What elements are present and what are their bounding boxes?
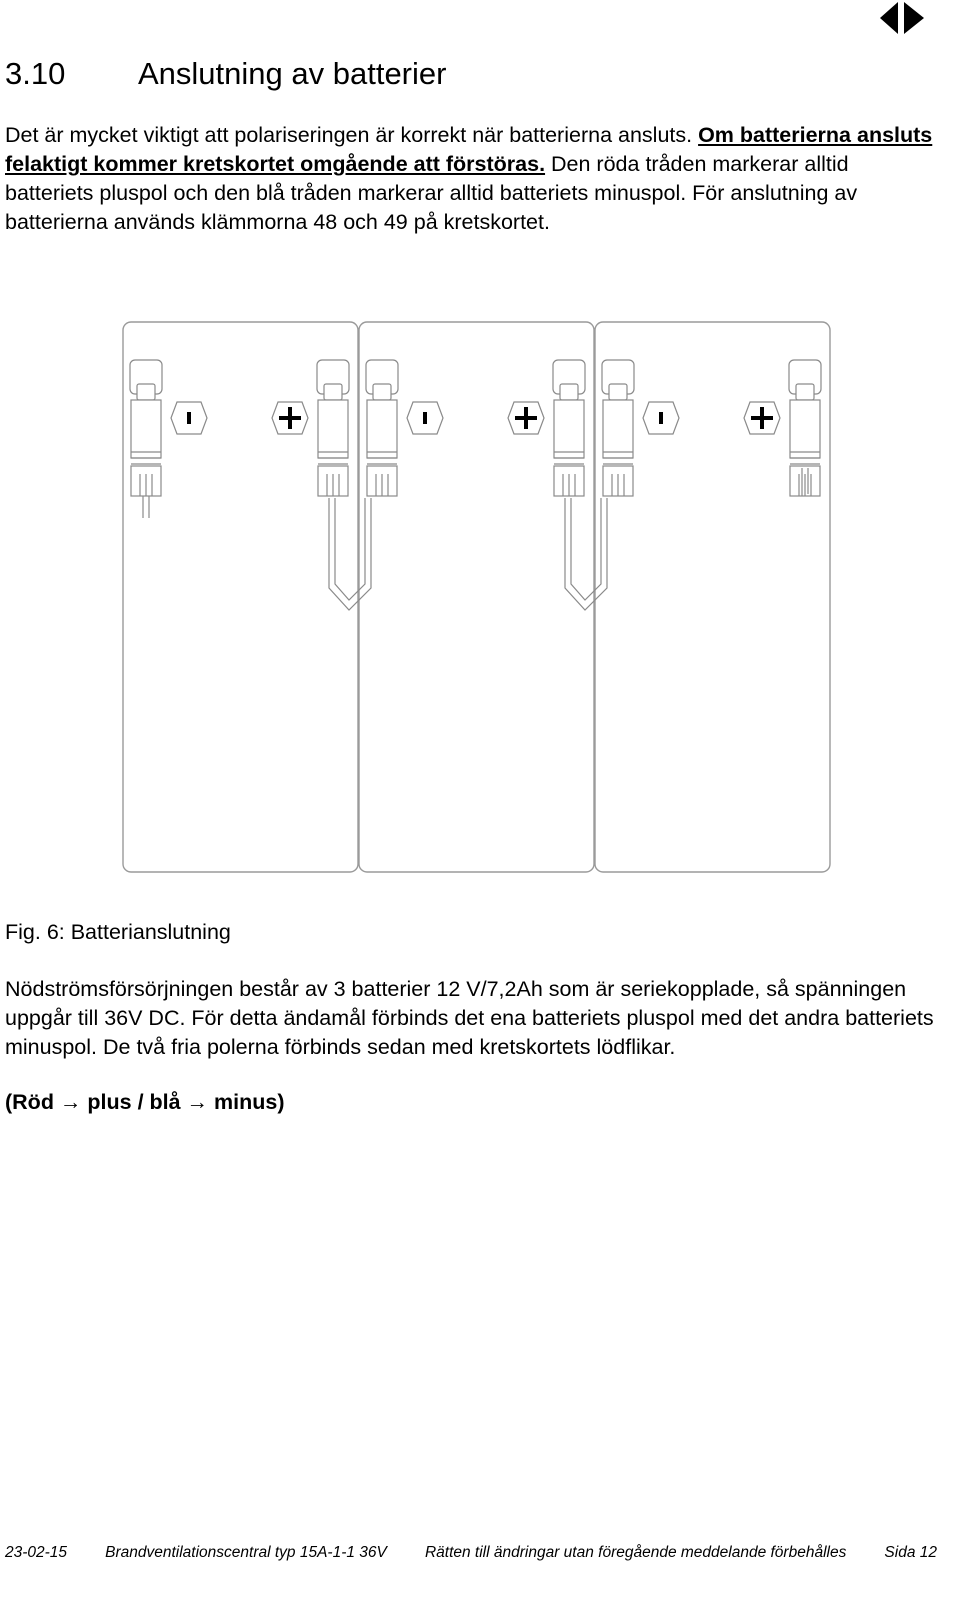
- connector-2-plus: [553, 360, 585, 496]
- connector-1-minus: [130, 360, 162, 496]
- footer-product: Brandventilationscentral typ 15A-1-1 36V: [105, 1544, 387, 1561]
- battery-3-plus-terminal: [744, 402, 780, 434]
- footer-disclaimer: Rätten till ändringar utan föregående meddelande förbehålles: [424, 1544, 847, 1561]
- intro-text: Det är mycket viktigt att polariseringen är korrekt när batterierna ansluts.: [5, 123, 699, 147]
- warning-text: Om batterierna ansluts felaktigt kommer kretskortet omgående att förstöras.: [5, 123, 933, 176]
- section-title: Anslutning av batterier: [138, 56, 447, 91]
- battery-1: [123, 322, 358, 872]
- connector-1-plus: [317, 360, 349, 496]
- section-number: 3.10: [5, 56, 66, 91]
- battery-1-minus-terminal: [171, 402, 207, 434]
- footer-page-number: Sida 12: [884, 1544, 937, 1561]
- connector-3-plus: [789, 360, 821, 496]
- footer-date: 23-02-15: [5, 1544, 68, 1561]
- page-footer: [5, 1544, 937, 1562]
- section-heading: [5, 54, 446, 94]
- battery-3: [595, 322, 830, 872]
- figure-caption: Fig. 6: Batterianslutning: [5, 920, 231, 944]
- intro-text-continued: Den röda tråden markerar alltid batteriets pluspol och den blå tråden markerar alltid batteriets minuspol. För anslutning av batterierna används klämmorna 48 och 49 på kretskortet.: [5, 152, 858, 234]
- battery-2-plus-terminal: [508, 402, 544, 434]
- battery-diagram: [118, 318, 838, 880]
- connector-2-minus: [366, 360, 398, 496]
- battery-3-minus-terminal: [643, 402, 679, 434]
- logo-icon: [880, 2, 924, 34]
- body-paragraph: Nödströmsförsörjningen består av 3 batterier 12 V/7,2Ah som är seriekopplade, så spänningen uppgår till 36V DC. För detta ändamål förbinds det ena batteriets pluspol med det andra batteriets minuspol. De två fria polerna förbinds sedan med kretskortets lödflikar.: [5, 977, 934, 1059]
- connector-3-minus: [602, 360, 634, 496]
- battery-1-plus-terminal: [272, 402, 308, 434]
- polarity-note: (Röd → plus / blå → minus): [5, 1090, 285, 1114]
- battery-2-minus-terminal: [407, 402, 443, 434]
- intro-paragraph: [5, 121, 940, 237]
- battery-2: [359, 322, 594, 872]
